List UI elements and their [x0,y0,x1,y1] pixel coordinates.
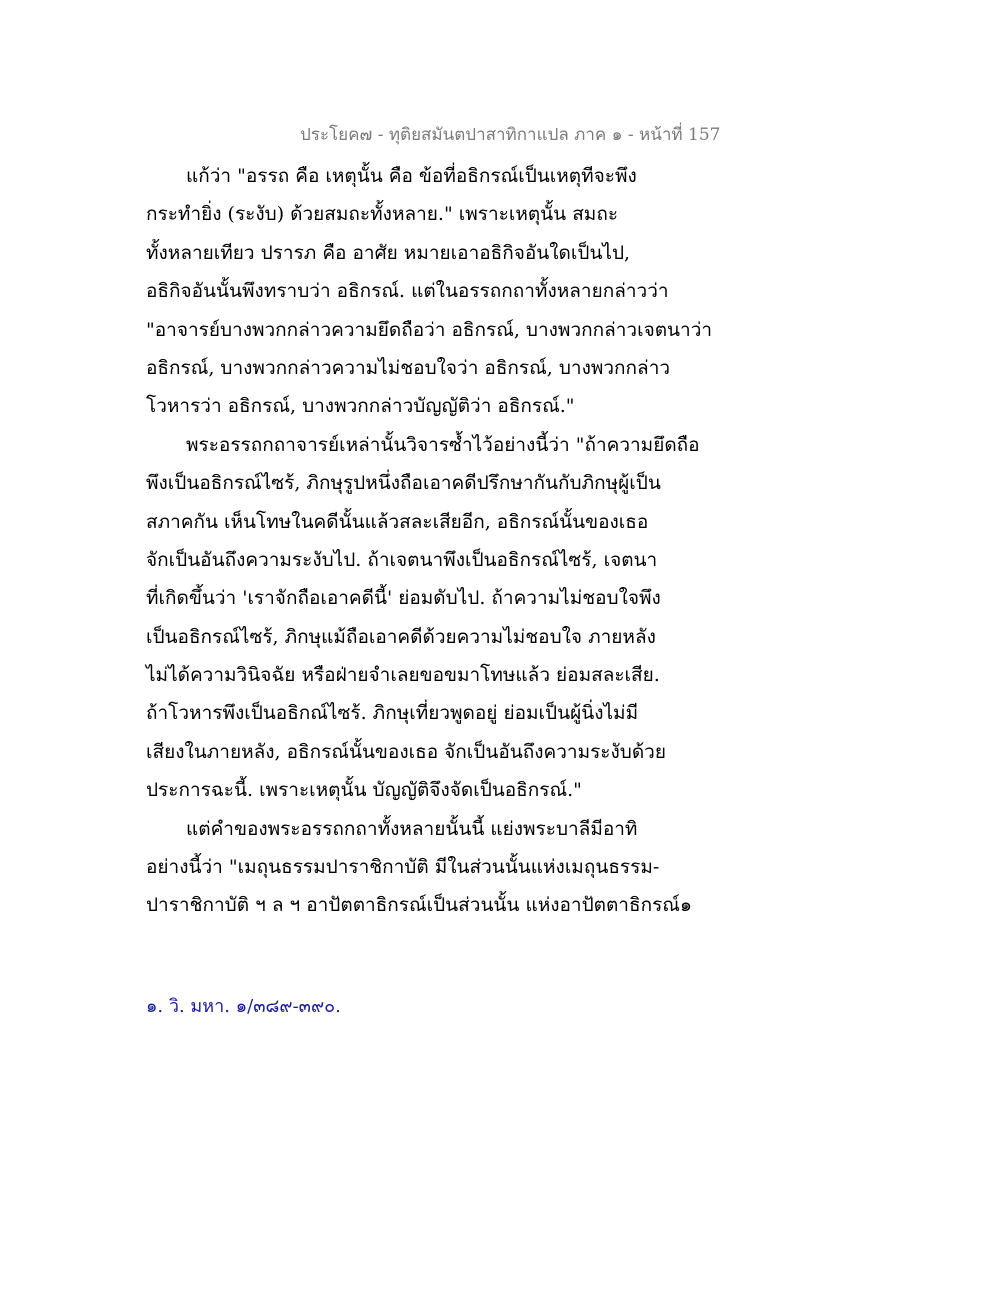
text-line: สภาคกัน เห็นโทษในคดีนั้นแล้วสละเสียอีก, อธิกรณ์นั้นของเธอ [146,510,649,533]
text-line: อย่างนี้ว่า "เมถุนธรรมปาราชิกาบัติ มีในส่วนนั้นแห่งเมถุนธรรม- [146,856,660,879]
text-line: ที่เกิดขึ้นว่า 'เราจักถือเอาคดีนี้' ย่อมดับไป. ถ้าความไม่ชอบใจพึง [146,587,661,610]
text-line: จักเป็นอันถึงความระงับไป. ถ้าเจตนาพึงเป็นอธิกรณ์ไซร้, เจตนา [146,548,658,571]
text-line: ถ้าโวหารพึงเป็นอธิกณ์ไซร้. ภิกษุเที่ยวพูดอยู่ ย่อมเป็นผู้นิ่งไม่มี [146,702,639,725]
text-line: พระอรรถกถาจารย์เหล่านั้นวิจารซ้ำไว้อย่างนี้ว่า "ถ้าความยึดถือ [186,433,700,456]
text-line: โวหารว่า อธิกรณ์, บางพวกกล่าวบัญญัติว่า อธิกรณ์." [146,395,575,418]
text-line: อธิกรณ์, บางพวกกล่าวความไม่ชอบใจว่า อธิกรณ์, บางพวกกล่าว [146,356,671,379]
text-line: ปาราชิกาบัติ ฯ ล ฯ อาปัตตาธิกรณ์เป็นส่วนนั้น แห่งอาปัตตาธิกรณ์๑ [146,894,692,917]
text-line: เสียงในภายหลัง, อธิกรณ์นั้นของเธอ จักเป็นอันถึงความระงับด้วย [146,740,666,763]
text-line: ทั้งหลายเทียว ปรารภ คือ อาศัย หมายเอาอธิกิจอันใดเป็นไป, [146,241,631,264]
body-text [146,157,713,925]
running-head: ประโยค๗ - ทุติยสมันตปาสาทิกาแปล ภาค ๑ - หน้าที่ 157 [300,125,721,145]
text-line: อธิกิจอันนั้นพึงทราบว่า อธิกรณ์. แต่ในอรรถกถาทั้งหลายกล่าวว่า [146,280,669,303]
text-line: ประการฉะนี้. เพราะเหตุนั้น บัญญัติจึงจัดเป็นอธิกรณ์." [146,779,582,802]
text-line: เป็นอธิกรณ์ไซร้, ภิกษุแม้ถือเอาคดีด้วยความไม่ชอบใจ ภายหลัง [146,625,656,648]
footnote: ๑. วิ. มหา. ๑/๓๘๙-๓๙๐. [146,996,341,1017]
text-line: กระทำยิ่ง (ระงับ) ด้วยสมถะทั้งหลาย." เพราะเหตุนั้น สมถะ [146,203,619,226]
text-line: แก้ว่า "อรรถ คือ เหตุนั้น คือ ข้อที่อธิกรณ์เป็นเหตุทีจะพึง [186,165,637,187]
text-line: พึงเป็นอธิกรณ์ไซร้, ภิกษุรูปหนึ่งถือเอาคดีปรึกษากันกับภิกษุผู้เป็น [146,472,661,495]
text-line: ไม่ได้ความวินิจฉัย หรือฝ่ายจำเลยขอขมาโทษแล้ว ย่อมสละเสีย. [146,664,660,687]
text-line: แต่คำของพระอรรถกถาทั้งหลายนั้นนี้ แย่งพระบาลีมีอาทิ [186,817,638,840]
text-line: "อาจารย์บางพวกกล่าวความยึดถือว่า อธิกรณ์, บางพวกกล่าวเจตนาว่า [146,318,713,341]
